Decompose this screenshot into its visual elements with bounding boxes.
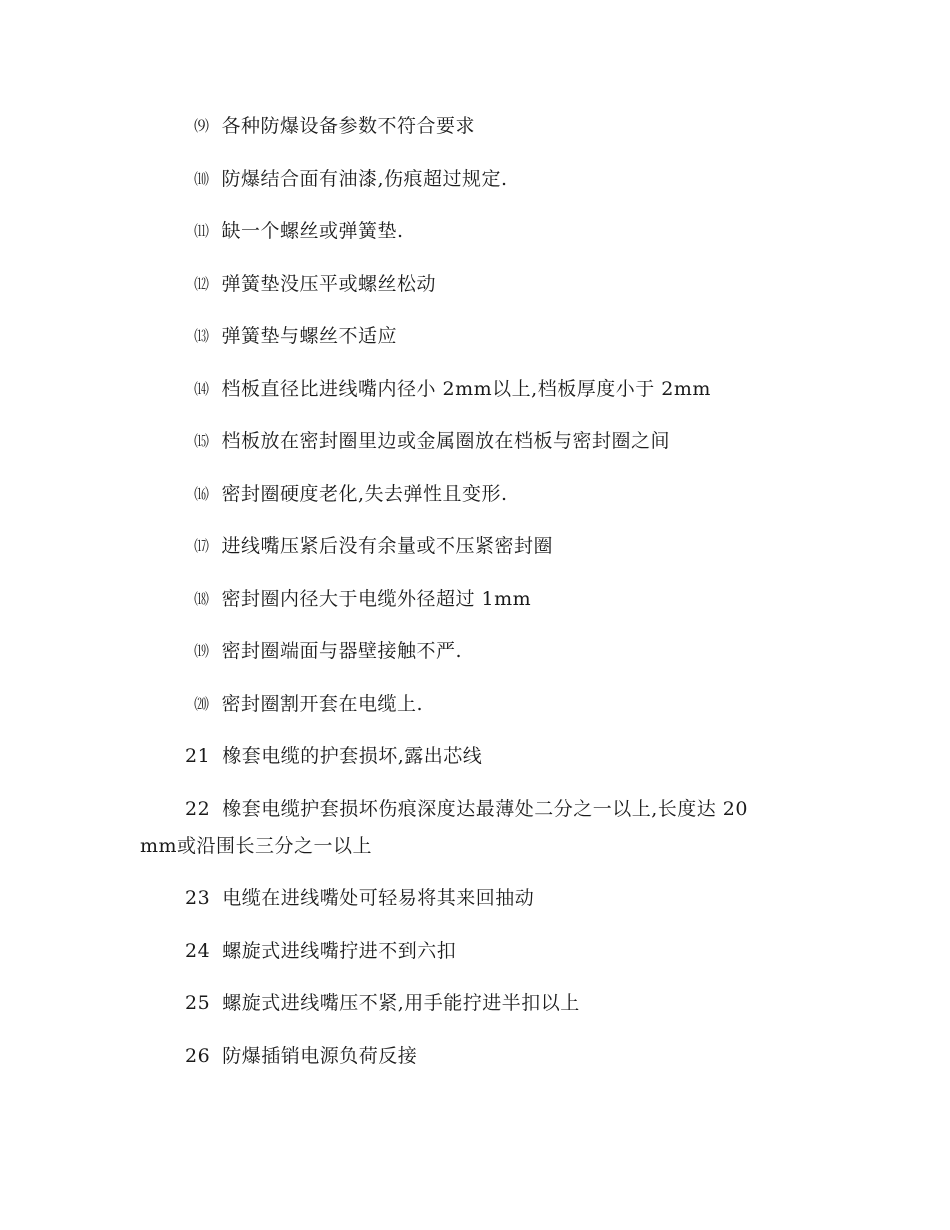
list-item <box>185 880 534 916</box>
list-item <box>185 985 580 1021</box>
item-marker: ⒃ <box>194 485 210 503</box>
list-item <box>194 476 508 512</box>
item-text-continuation: mm或沿围长三分之一以上 <box>140 835 373 857</box>
list-item <box>194 371 711 407</box>
list-item <box>194 528 553 564</box>
item-text: 橡套电缆的护套损坏,露出芯线 <box>222 745 483 767</box>
item-marker: ⒀ <box>194 327 210 345</box>
list-item <box>194 318 397 354</box>
list-item <box>194 633 462 669</box>
item-marker: ⒄ <box>194 537 210 555</box>
list-item <box>194 581 531 617</box>
item-text: 密封圈内径大于电缆外径超过 1mm <box>221 588 532 610</box>
list-item <box>194 423 670 459</box>
list-item <box>194 161 508 197</box>
item-text: 防爆插销电源负荷反接 <box>222 1045 418 1067</box>
list-item <box>194 686 423 722</box>
item-marker: ⒂ <box>194 432 210 450</box>
item-text: 密封圈硬度老化,失去弹性且变形. <box>221 483 508 505</box>
list-item <box>194 108 475 144</box>
item-number: 26 <box>185 1045 211 1067</box>
item-text: 防爆结合面有油漆,伤痕超过规定. <box>221 168 508 190</box>
item-number: 22 <box>185 798 211 820</box>
item-text: 弹簧垫没压平或螺丝松动 <box>221 273 437 295</box>
item-number: 21 <box>185 745 211 767</box>
item-text: 电缆在进线嘴处可轻易将其来回抽动 <box>222 887 535 909</box>
item-text: 橡套电缆护套损坏伤痕深度达最薄处二分之一以上,长度达 20 <box>222 798 748 820</box>
item-marker: ⒆ <box>194 642 210 660</box>
item-text: 缺一个螺丝或弹簧垫. <box>221 220 404 242</box>
item-marker: ⑿ <box>194 275 210 293</box>
item-text: 各种防爆设备参数不符合要求 <box>221 115 476 137</box>
list-item <box>185 1038 417 1074</box>
list-item <box>185 738 482 774</box>
item-marker: ⒁ <box>194 380 210 398</box>
item-text: 螺旋式进线嘴压不紧,用手能拧进半扣以上 <box>222 992 580 1014</box>
list-item <box>185 933 456 969</box>
item-text: 螺旋式进线嘴拧进不到六扣 <box>222 940 457 962</box>
item-text: 档板放在密封圈里边或金属圈放在档板与密封圈之间 <box>221 430 671 452</box>
item-marker: ⑾ <box>194 222 210 240</box>
item-number: 23 <box>185 887 211 909</box>
list-item <box>194 266 436 302</box>
item-text: 密封圈端面与器壁接触不严. <box>221 640 463 662</box>
item-text: 弹簧垫与螺丝不适应 <box>221 325 398 347</box>
item-number: 24 <box>185 940 211 962</box>
item-marker: ⒅ <box>194 590 210 608</box>
item-marker: ⑽ <box>194 170 210 188</box>
item-text: 档板直径比进线嘴内径小 2mm以上,档板厚度小于 2mm <box>221 378 711 400</box>
item-marker: ⑼ <box>194 117 210 135</box>
list-item <box>194 213 404 249</box>
item-text: 密封圈割开套在电缆上. <box>221 693 424 715</box>
item-number: 25 <box>185 992 211 1014</box>
item-marker: ⒇ <box>194 695 210 713</box>
item-text: 进线嘴压紧后没有余量或不压紧密封圈 <box>221 535 554 557</box>
list-item <box>185 791 748 827</box>
